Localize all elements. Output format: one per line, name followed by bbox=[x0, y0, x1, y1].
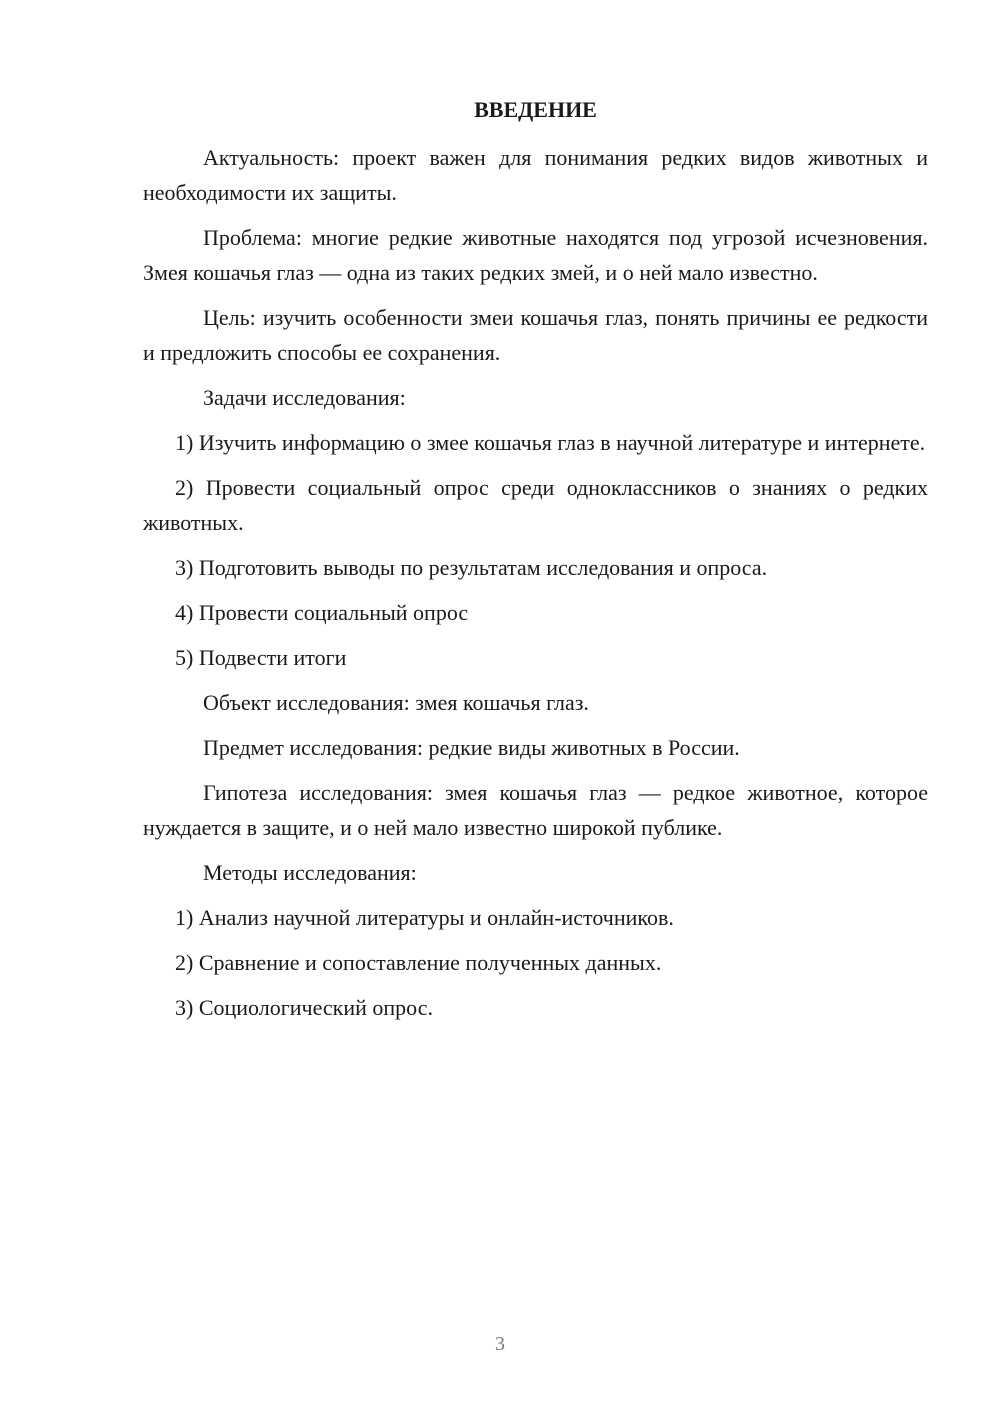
method-item-3: 3) Социологический опрос. bbox=[175, 995, 433, 1020]
task-item-3: 3) Подготовить выводы по результатам исследования и опроса. bbox=[175, 555, 768, 580]
subject-paragraph: Предмет исследования: редкие виды животных в России. bbox=[203, 735, 740, 760]
tasks-heading: Задачи исследования: bbox=[203, 385, 406, 410]
section-title: ВВЕДЕНИЕ bbox=[474, 97, 597, 122]
methods-heading: Методы исследования: bbox=[203, 860, 417, 885]
hypothesis-paragraph: Гипотеза исследования: змея кошачья глаз — редкое животное, которое нуждается в защите, и о ней мало известно широкой публике. bbox=[143, 780, 928, 840]
page-number: 3 bbox=[495, 1333, 505, 1355]
object-paragraph: Объект исследования: змея кошачья глаз. bbox=[203, 690, 589, 715]
document-page bbox=[143, 96, 928, 1035]
task-item-4: 4) Провести социальный опрос bbox=[175, 600, 469, 625]
relevance-paragraph: Актуальность: проект важен для понимания редких видов животных и необходимости их защиты. bbox=[143, 145, 928, 205]
task-item-5: 5) Подвести итоги bbox=[175, 645, 347, 670]
method-item-2: 2) Сравнение и сопоставление полученных данных. bbox=[175, 950, 662, 975]
method-item-1: 1) Анализ научной литературы и онлайн-источников. bbox=[175, 905, 674, 930]
problem-paragraph: Проблема: многие редкие животные находятся под угрозой исчезновения. Змея кошачья глаз — одна из таких редких змей, и о ней мало известно. bbox=[143, 225, 928, 285]
goal-paragraph: Цель: изучить особенности змеи кошачья глаз, понять причины ее редкости и предложить способы ее сохранения. bbox=[143, 305, 928, 365]
task-item-1: 1) Изучить информацию о змее кошачья глаз в научной литературе и интернете. bbox=[175, 430, 926, 455]
task-item-2: 2) Провести социальный опрос среди одноклассников о знаниях о редких животных. bbox=[143, 475, 928, 535]
